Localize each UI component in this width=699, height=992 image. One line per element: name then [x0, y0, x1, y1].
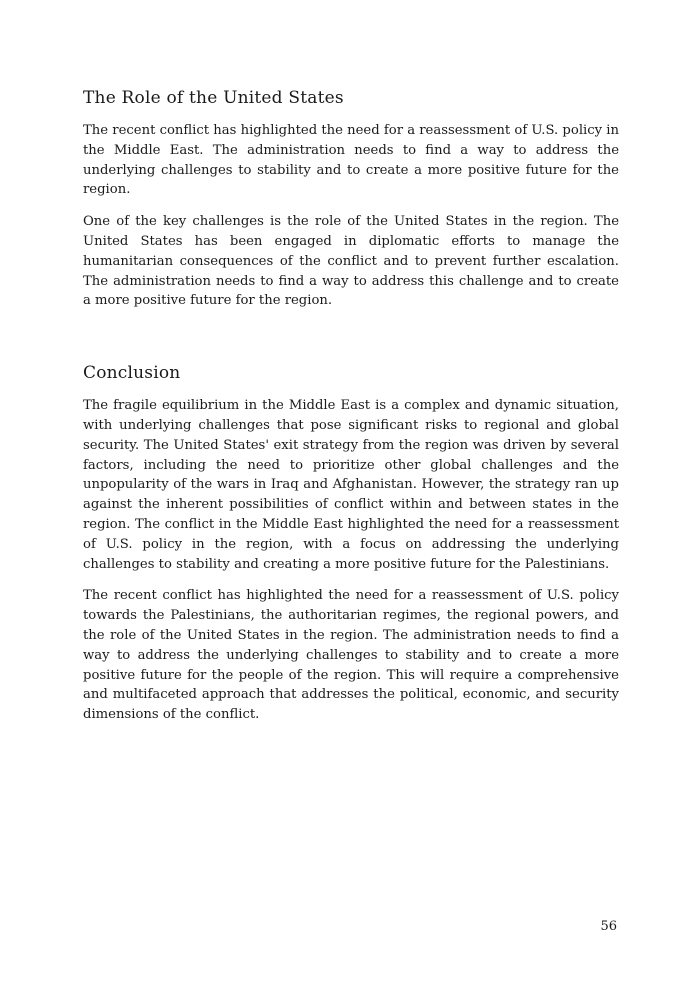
section-heading: The Role of the United States — [83, 88, 344, 108]
section-conclusion — [83, 363, 619, 725]
page-content — [83, 88, 619, 759]
paragraph: The recent conflict has highlighted the need for a reassessment of U.S. policy in the Middle East. The administration needs to find a way to address the underlying challenges to stability and to create a more positive future for the region. — [83, 123, 619, 198]
section-heading: Conclusion — [83, 363, 181, 384]
section-role-of-united-states — [83, 88, 619, 311]
paragraph: The fragile equilibrium in the Middle East is a complex and dynamic situation, with underlying challenges that pose significant risks to regional and global security. The United States' exit strategy from the region was driven by several factors, including the need to prioritize other global challenges and the unpopularity of the wars in Iraq and Afghanistan. However, the strategy ran up against the inherent possibilities of conflict within and between states in the region. The conflict in the Middle East highlighted the need for a reassessment of U.S. policy in the region, with a focus on addressing the underlying challenges to stability and creating a more positive future for the Palestinians. — [83, 398, 619, 572]
paragraph: One of the key challenges is the role of the United States in the region. The United States has been engaged in diplomatic efforts to manage the humanitarian consequences of the conflict and to prevent further escalation. The administration needs to find a way to address this challenge and to create a more positive future for the region. — [83, 214, 619, 309]
page-number: 56 — [600, 919, 617, 934]
paragraph: The recent conflict has highlighted the need for a reassessment of U.S. policy towards the Palestinians, the authoritarian regimes, the regional powers, and the role of the United States in the region. The administration needs to find a way to address the underlying challenges to stability and to create a more positive future for the people of the region. This will require a comprehensive and multifaceted approach that addresses the political, economic, and security dimensions of the conflict. — [83, 588, 619, 723]
